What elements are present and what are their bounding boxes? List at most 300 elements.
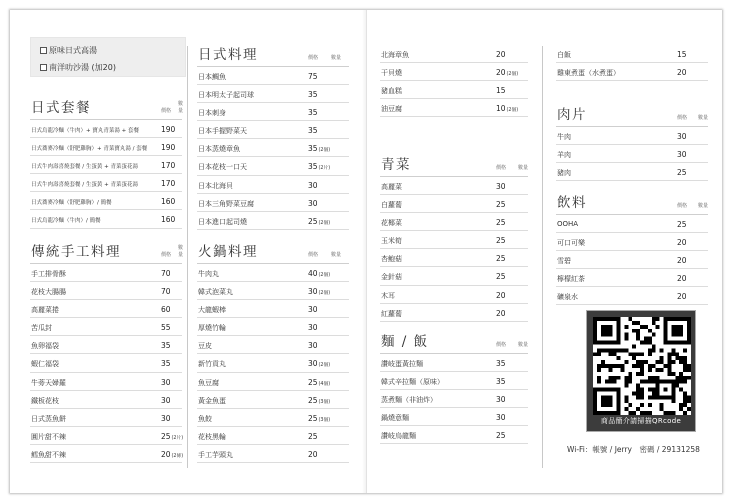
menu-item-row[interactable] bbox=[30, 192, 182, 210]
menu-item-name: 紅蘿蔔 bbox=[381, 309, 402, 318]
menu-item-row[interactable] bbox=[30, 354, 182, 372]
qr-code-panel[interactable] bbox=[586, 310, 696, 432]
menu-item-name: 日本三角野菜豆腐 bbox=[198, 199, 254, 208]
price-value: 70 bbox=[161, 269, 171, 278]
price-value: 170 bbox=[161, 161, 176, 171]
menu-item-price bbox=[161, 359, 171, 368]
menu-item-row[interactable] bbox=[556, 215, 708, 233]
price-value: 20 bbox=[677, 256, 687, 266]
section-header bbox=[197, 45, 349, 67]
menu-item-price bbox=[496, 272, 506, 281]
menu-item-row[interactable] bbox=[197, 264, 349, 282]
menu-item-price bbox=[161, 305, 171, 314]
menu-item-row[interactable] bbox=[30, 336, 182, 354]
section-hotpot-continued bbox=[380, 45, 528, 117]
section-meat-slices bbox=[556, 105, 708, 181]
price-value: 20 bbox=[677, 292, 687, 302]
price-column-header: 價格 bbox=[161, 108, 172, 114]
menu-item-name: 日式烏龍冷麵（牛肉）+ 寶丸青菜湯 + 套餐 bbox=[31, 128, 139, 134]
menu-item-row[interactable] bbox=[197, 391, 349, 409]
menu-item-row[interactable] bbox=[556, 251, 708, 269]
menu-item-price bbox=[496, 86, 506, 95]
menu-item-price bbox=[308, 90, 318, 99]
menu-item-price bbox=[161, 414, 171, 423]
price-value: 30 bbox=[308, 305, 318, 315]
menu-item-name: 日式蕎麥冷麵（舒肥雞胸）+ 青菜寶丸湯 / 套餐 bbox=[31, 146, 148, 153]
menu-item-row[interactable] bbox=[30, 282, 182, 300]
price-value: 30 bbox=[308, 341, 318, 351]
price-value: 25 bbox=[496, 236, 506, 246]
price-value: 55 bbox=[161, 323, 171, 333]
menu-item-price bbox=[308, 341, 318, 350]
menu-item-name: 豬肉 bbox=[557, 169, 571, 178]
menu-item-name: 厚燒竹輪 bbox=[198, 324, 226, 333]
menu-item-name: 牛肉丸 bbox=[198, 270, 219, 278]
menu-item-row[interactable] bbox=[197, 336, 349, 354]
menu-item-name: 羊肉 bbox=[557, 151, 571, 160]
price-value: 20 bbox=[496, 50, 506, 59]
quantity-column-header: 數量 bbox=[178, 245, 184, 258]
menu-item-name: 日式蒸魚餅 bbox=[31, 414, 66, 423]
menu-item-price bbox=[308, 144, 330, 153]
menu-item-price bbox=[496, 182, 506, 191]
menu-item-price bbox=[308, 162, 330, 171]
price-value: 160 bbox=[161, 215, 176, 225]
menu-item-row[interactable] bbox=[30, 174, 182, 192]
menu-item-name: 花枝黑輪 bbox=[198, 432, 226, 441]
menu-item-row[interactable] bbox=[556, 127, 708, 145]
price-value: 35 bbox=[496, 377, 506, 387]
menu-item-price bbox=[308, 323, 318, 332]
price-value: 25 bbox=[161, 431, 171, 441]
price-column-header: 價格 bbox=[496, 342, 507, 348]
section-title: 日式套餐 bbox=[31, 100, 91, 116]
menu-item-price bbox=[677, 238, 687, 247]
menu-item-price bbox=[308, 378, 330, 387]
menu-item-row[interactable] bbox=[197, 194, 349, 212]
menu-item-name: 鍋燒意麵 bbox=[381, 414, 409, 423]
menu-item-row[interactable] bbox=[380, 177, 528, 195]
price-value: 30 bbox=[308, 198, 318, 208]
menu-item-price bbox=[496, 413, 506, 422]
menu-item-price bbox=[161, 378, 171, 387]
menu-item-row[interactable] bbox=[197, 300, 349, 318]
price-value: 30 bbox=[308, 287, 318, 297]
price-column-header: 價格 bbox=[496, 165, 507, 171]
menu-item-row[interactable] bbox=[556, 163, 708, 181]
menu-item-name: 韓式辛拉麵（原味） bbox=[381, 378, 444, 387]
price-value: 30 bbox=[677, 150, 687, 160]
menu-item-name: 讚岐烏龍麵 bbox=[381, 432, 416, 441]
menu-item-price bbox=[677, 50, 687, 59]
menu-item-row[interactable] bbox=[197, 67, 349, 85]
quantity-column-header: 數量 bbox=[698, 203, 709, 209]
menu-item-row[interactable] bbox=[197, 85, 349, 103]
price-value: 25 bbox=[677, 168, 687, 178]
menu-item-name: 黃金魚蛋 bbox=[198, 396, 226, 405]
checkbox-icon bbox=[40, 64, 47, 71]
menu-item-price bbox=[308, 396, 330, 405]
section-title: 日式料理 bbox=[198, 47, 258, 63]
page-fold bbox=[366, 10, 367, 493]
price-value: 35 bbox=[161, 341, 171, 351]
menu-item-price bbox=[161, 125, 175, 134]
menu-item-price bbox=[496, 431, 506, 440]
section-title: 火鍋料理 bbox=[198, 244, 258, 260]
menu-item-price bbox=[308, 199, 318, 208]
price-value: 20 bbox=[161, 449, 171, 459]
menu-item-name: 手工排骨酥 bbox=[31, 270, 66, 278]
section-title: 肉片 bbox=[557, 107, 587, 123]
menu-item-price bbox=[161, 143, 175, 152]
menu-item-name: 鱈魚甜不辣 bbox=[31, 450, 66, 459]
menu-item-price bbox=[496, 309, 506, 318]
menu-item-price bbox=[496, 104, 518, 113]
section-title: 青菜 bbox=[381, 157, 411, 173]
menu-item-price bbox=[161, 323, 171, 332]
price-value: 30 bbox=[308, 180, 318, 190]
menu-item-row[interactable] bbox=[380, 286, 528, 304]
section-header bbox=[556, 105, 708, 127]
price-value: 20 bbox=[496, 308, 506, 318]
price-value: 30 bbox=[161, 377, 171, 387]
price-value: 15 bbox=[677, 50, 687, 59]
menu-item-price bbox=[161, 215, 175, 224]
menu-item-row[interactable] bbox=[380, 249, 528, 267]
menu-item-row[interactable] bbox=[30, 264, 182, 282]
menu-item-name: 圓片甜不辣 bbox=[31, 432, 66, 441]
menu-item-row[interactable] bbox=[380, 354, 528, 372]
menu-item-name: 北海章魚 bbox=[381, 51, 409, 59]
price-value: 30 bbox=[161, 413, 171, 423]
menu-item-row[interactable] bbox=[556, 45, 708, 63]
soup-option-original[interactable] bbox=[40, 45, 97, 56]
menu-item-name: 花椰菜 bbox=[381, 219, 402, 228]
section-title: 飲料 bbox=[557, 195, 587, 211]
menu-item-name: 讚岐蛋黃拉麵 bbox=[381, 360, 423, 368]
menu-item-name: 魚餃 bbox=[198, 414, 212, 423]
menu-item-row[interactable] bbox=[30, 156, 182, 174]
menu-item-price bbox=[677, 274, 687, 283]
menu-item-name: 木耳 bbox=[381, 291, 395, 300]
menu-item-row[interactable] bbox=[197, 445, 349, 463]
price-value: 190 bbox=[161, 125, 176, 134]
menu-item-row[interactable] bbox=[380, 45, 528, 63]
section-header bbox=[30, 98, 182, 120]
price-column-header: 價格 bbox=[677, 203, 688, 209]
column-divider-right bbox=[542, 46, 543, 468]
menu-item-price bbox=[161, 450, 183, 459]
menu-item-name: 干貝燒 bbox=[381, 69, 402, 78]
price-value: 25 bbox=[496, 254, 506, 264]
menu-item-price bbox=[308, 217, 330, 226]
price-value: 25 bbox=[308, 395, 318, 405]
price-unit: (2個) bbox=[318, 273, 331, 278]
section-title: 麵 / 飯 bbox=[381, 334, 429, 350]
menu-item-row[interactable] bbox=[380, 408, 528, 426]
menu-item-price bbox=[161, 197, 175, 206]
menu-item-name: 高麗菜捲 bbox=[31, 306, 59, 315]
price-value: 30 bbox=[496, 413, 506, 423]
menu-item-name: 日本手握野菜天 bbox=[198, 127, 247, 136]
menu-item-price bbox=[161, 269, 171, 278]
menu-item-price bbox=[308, 450, 318, 459]
menu-item-row[interactable] bbox=[380, 267, 528, 285]
price-value: 35 bbox=[308, 162, 318, 172]
price-unit: (2個) bbox=[318, 220, 331, 226]
section-traditional-handmade bbox=[30, 242, 182, 463]
menu-item-name: 大龍蝦棒 bbox=[198, 306, 226, 315]
soup-base-box bbox=[30, 37, 186, 77]
menu-item-name: 花枝大腸腸 bbox=[31, 288, 66, 297]
section-rice-egg bbox=[556, 45, 708, 81]
menu-item-price bbox=[308, 359, 330, 368]
menu-item-price bbox=[308, 305, 318, 314]
menu-item-row[interactable] bbox=[30, 373, 182, 391]
price-value: 60 bbox=[161, 305, 171, 315]
menu-item-name: 豆皮 bbox=[198, 342, 212, 351]
price-value: 25 bbox=[308, 431, 318, 441]
price-value: 30 bbox=[496, 395, 506, 405]
menu-item-row[interactable] bbox=[197, 427, 349, 445]
price-value: 190 bbox=[161, 143, 176, 153]
price-value: 25 bbox=[308, 413, 318, 423]
price-column-header: 價格 bbox=[308, 252, 319, 258]
menu-item-name: 日式烏龍冷麵（牛肉）/ 簡餐 bbox=[31, 218, 101, 225]
menu-item-name: 蒸煮麵（非油炸） bbox=[381, 396, 437, 405]
menu-item-row[interactable] bbox=[197, 176, 349, 194]
menu-item-name: 鐵板花枝 bbox=[31, 396, 59, 405]
menu-item-name: 蝦仁福袋 bbox=[31, 360, 59, 369]
menu-item-price bbox=[308, 72, 318, 81]
menu-item-row[interactable] bbox=[380, 195, 528, 213]
menu-item-name: 杏鮑菇 bbox=[381, 255, 402, 264]
quantity-column-header: 數量 bbox=[518, 342, 529, 348]
menu-item-name: 新竹貢丸 bbox=[198, 360, 226, 369]
soup-option-label: 原味日式高湯 bbox=[49, 46, 97, 55]
section-header bbox=[556, 193, 708, 215]
price-value: 30 bbox=[161, 395, 171, 405]
section-title: 傳統手工料理 bbox=[31, 244, 121, 260]
section-drinks bbox=[556, 193, 708, 305]
menu-item-row[interactable] bbox=[380, 231, 528, 249]
menu-item-price bbox=[496, 359, 506, 368]
price-value: 25 bbox=[308, 377, 318, 387]
menu-item-name: 牛蒡天婦羅 bbox=[31, 378, 66, 387]
price-unit: (3個) bbox=[318, 399, 331, 405]
price-column-header: 價格 bbox=[308, 55, 319, 61]
quantity-column-header: 數量 bbox=[331, 252, 342, 258]
menu-item-name: 苦瓜封 bbox=[31, 324, 52, 333]
menu-item-row[interactable] bbox=[556, 145, 708, 163]
price-unit: (2條) bbox=[171, 453, 184, 459]
menu-item-name: 韓式泡菜丸 bbox=[198, 288, 233, 297]
price-value: 35 bbox=[161, 359, 171, 369]
section-japanese-set bbox=[30, 98, 182, 229]
menu-item-name: 日本進口起司燒 bbox=[198, 217, 247, 226]
quantity-column-header: 數量 bbox=[331, 55, 342, 61]
quantity-column-header: 數量 bbox=[178, 101, 184, 114]
price-value: 10 bbox=[496, 104, 506, 114]
menu-item-name: 雪碧 bbox=[557, 257, 571, 266]
menu-item-name: 雞東煮蛋（水煮蛋） bbox=[557, 69, 620, 78]
menu-item-row[interactable] bbox=[30, 210, 182, 228]
menu-item-price bbox=[496, 236, 506, 245]
menu-item-price bbox=[496, 68, 518, 77]
menu-item-row[interactable] bbox=[197, 121, 349, 139]
price-unit: (2個) bbox=[318, 148, 331, 154]
price-column-header: 價格 bbox=[161, 252, 172, 258]
menu-item-name: 礦泉水 bbox=[557, 293, 578, 302]
soup-option-label: 南洋叻沙湯 (加20) bbox=[49, 63, 116, 72]
price-value: 25 bbox=[308, 216, 318, 226]
price-value: 35 bbox=[496, 359, 506, 368]
price-value: 35 bbox=[308, 144, 318, 154]
price-value: 25 bbox=[496, 200, 506, 210]
price-column-header: 價格 bbox=[677, 115, 688, 121]
menu-item-price bbox=[161, 432, 183, 441]
menu-item-row[interactable] bbox=[197, 139, 349, 157]
menu-item-row[interactable] bbox=[197, 354, 349, 372]
menu-item-name: 金針菇 bbox=[381, 273, 402, 282]
menu-item-row[interactable] bbox=[380, 372, 528, 390]
menu-item-name: 日式牛肉壽喜燒套餐 / 生蛋黃 + 青菜蛋花湯 bbox=[31, 182, 138, 189]
menu-item-row[interactable] bbox=[30, 138, 182, 156]
menu-item-name: 日式牛肉壽喜燒套餐 / 生蛋黃 + 青菜蛋花湯 bbox=[31, 164, 138, 171]
menu-item-row[interactable] bbox=[197, 318, 349, 336]
menu-item-name: 日式蕎麥冷麵（舒肥雞胸）/ 簡餐 bbox=[31, 200, 112, 207]
menu-item-row[interactable] bbox=[197, 103, 349, 121]
column-divider-left bbox=[187, 46, 188, 468]
menu-item-row[interactable] bbox=[30, 445, 182, 463]
price-value: 25 bbox=[677, 220, 687, 229]
menu-item-row[interactable] bbox=[197, 282, 349, 300]
menu-item-name: 白蘿蔔 bbox=[381, 201, 402, 210]
menu-item-price bbox=[677, 220, 687, 229]
menu-item-row[interactable] bbox=[380, 99, 528, 117]
price-value: 20 bbox=[677, 68, 687, 78]
menu-item-name: 玉米筍 bbox=[381, 237, 402, 246]
price-value: 70 bbox=[161, 287, 171, 297]
price-value: 35 bbox=[308, 126, 318, 136]
section-vegetables bbox=[380, 155, 528, 322]
menu-item-row[interactable] bbox=[556, 287, 708, 305]
price-value: 25 bbox=[496, 218, 506, 228]
menu-item-row[interactable] bbox=[380, 426, 528, 444]
price-value: 35 bbox=[308, 90, 318, 100]
menu-item-row[interactable] bbox=[30, 120, 182, 138]
qr-caption: 商品簡介請掃描QRcode bbox=[600, 417, 682, 425]
price-unit: (2個) bbox=[506, 108, 519, 114]
menu-item-row[interactable] bbox=[30, 409, 182, 427]
page-fold-shadow bbox=[362, 10, 366, 493]
menu-item-name: 白飯 bbox=[557, 51, 571, 59]
price-unit: (2個) bbox=[318, 363, 331, 369]
section-japanese-cuisine bbox=[197, 45, 349, 230]
menu-item-row[interactable] bbox=[380, 304, 528, 322]
menu-item-row[interactable] bbox=[30, 427, 182, 445]
menu-item-name: 手工芋頭丸 bbox=[198, 450, 233, 459]
menu-item-name: 魚豆腐 bbox=[198, 378, 219, 387]
menu-item-row[interactable] bbox=[197, 212, 349, 230]
checkbox-icon bbox=[40, 47, 47, 54]
price-value: 20 bbox=[308, 449, 318, 459]
menu-item-price bbox=[677, 68, 687, 77]
menu-item-name: 檸檬紅茶 bbox=[557, 275, 585, 284]
menu-item-row[interactable] bbox=[30, 300, 182, 318]
menu-item-row[interactable] bbox=[197, 157, 349, 175]
menu-item-price bbox=[161, 287, 171, 296]
price-value: 30 bbox=[308, 323, 318, 333]
menu-item-price bbox=[496, 254, 506, 263]
menu-item-row[interactable] bbox=[380, 390, 528, 408]
menu-item-price bbox=[161, 161, 175, 170]
quantity-column-header: 數量 bbox=[698, 115, 709, 121]
price-value: 20 bbox=[496, 68, 506, 78]
price-value: 15 bbox=[496, 86, 506, 96]
qr-code-icon[interactable] bbox=[593, 317, 691, 415]
menu-item-price bbox=[308, 414, 330, 423]
soup-option-laksa[interactable] bbox=[40, 62, 116, 73]
menu-item-price bbox=[161, 396, 171, 405]
menu-item-row[interactable] bbox=[556, 269, 708, 287]
menu-item-name: 魚卵福袋 bbox=[31, 342, 59, 351]
menu-item-price bbox=[308, 108, 318, 117]
wifi-info: Wi-Fi：帳號 / Jerry 密碼 / 29131258 bbox=[567, 445, 700, 454]
menu-item-row[interactable] bbox=[30, 318, 182, 336]
menu-item-price bbox=[677, 168, 687, 177]
menu-item-row[interactable] bbox=[380, 63, 528, 81]
menu-item-price bbox=[496, 50, 506, 59]
quantity-column-header: 數量 bbox=[518, 165, 529, 171]
price-value: 30 bbox=[308, 359, 318, 369]
menu-item-name: 油豆腐 bbox=[381, 105, 402, 114]
price-unit: (3個) bbox=[318, 417, 331, 423]
menu-item-name: 日本北海貝 bbox=[198, 181, 233, 190]
menu-item-name: 日本蒸燒章魚 bbox=[198, 145, 240, 154]
menu-item-row[interactable] bbox=[380, 81, 528, 99]
menu-item-price bbox=[677, 256, 687, 265]
price-value: 25 bbox=[496, 272, 506, 282]
menu-item-price bbox=[496, 377, 506, 386]
price-value: 35 bbox=[308, 108, 318, 118]
menu-item-row[interactable] bbox=[197, 373, 349, 391]
menu-item-price bbox=[496, 291, 506, 300]
menu-item-row[interactable] bbox=[556, 233, 708, 251]
menu-item-price bbox=[308, 432, 318, 441]
price-value: 40 bbox=[308, 269, 318, 278]
price-unit: (2片) bbox=[318, 166, 331, 172]
menu-item-row[interactable] bbox=[30, 391, 182, 409]
menu-item-row[interactable] bbox=[197, 409, 349, 427]
price-value: 160 bbox=[161, 197, 176, 207]
menu-item-name: 牛肉 bbox=[557, 133, 571, 141]
menu-item-price bbox=[677, 292, 687, 301]
section-header bbox=[380, 332, 528, 354]
price-value: 25 bbox=[496, 431, 506, 441]
menu-item-price bbox=[677, 150, 687, 159]
menu-item-name: 日本鯛魚 bbox=[198, 73, 226, 81]
menu-item-row[interactable] bbox=[380, 213, 528, 231]
menu-item-name: 豬血糕 bbox=[381, 87, 402, 96]
section-noodles-rice bbox=[380, 332, 528, 444]
menu-item-name: 日本花枝一口天 bbox=[198, 163, 247, 172]
menu-item-price bbox=[496, 200, 506, 209]
price-unit: (2片) bbox=[171, 435, 184, 441]
menu-item-name: 日本刺身 bbox=[198, 109, 226, 118]
menu-sheet bbox=[10, 10, 722, 493]
menu-item-row[interactable] bbox=[556, 63, 708, 81]
